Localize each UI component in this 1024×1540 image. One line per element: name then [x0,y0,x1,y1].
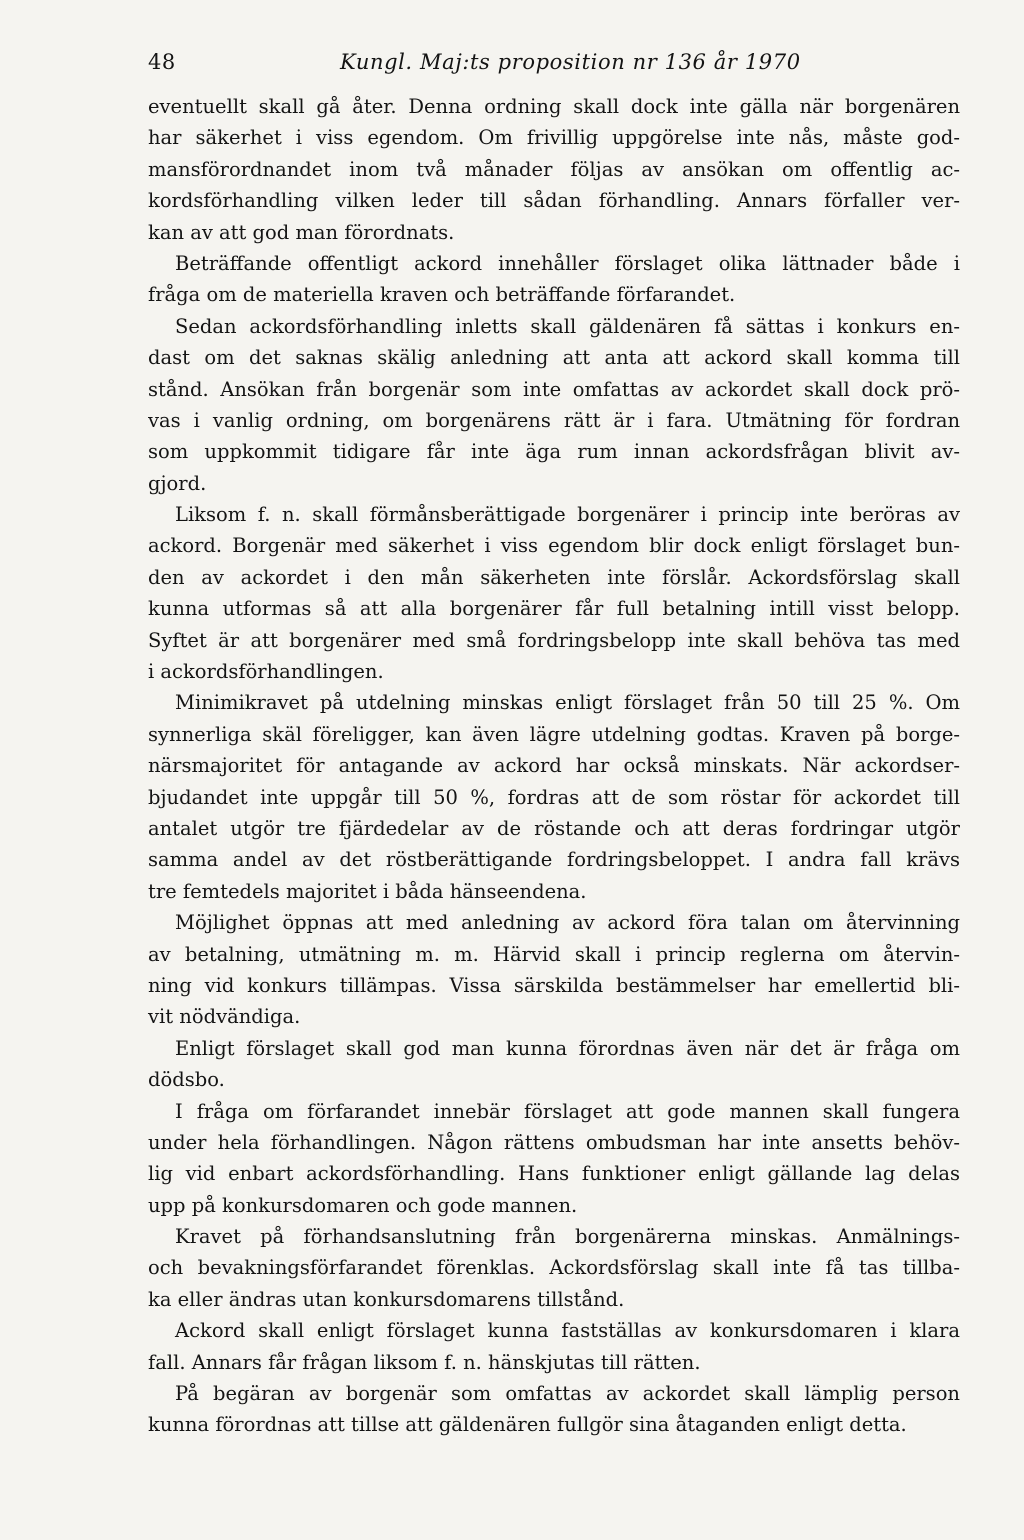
paragraph [148,907,960,1033]
text-line: kunna förordnas att tillse att gäldenären fullgör sina åtaganden enligt detta. [148,1413,907,1437]
text-line: kan av att god man förordnats. [148,220,455,244]
text-line: synnerliga skäl föreligger, kan även lägre utdelning godtas. Kraven på borge- [148,722,960,746]
text-line: fråga om de materiella kraven och beträffande förfarandet. [148,283,736,307]
running-title: Kungl. Maj:ts proposition nr 136 år 1970 [340,50,801,74]
text-line: Liksom f. n. skall förmånsberättigade borgenärer i princip inte beröras av [175,503,960,527]
paragraph [148,1033,960,1096]
text-line: tre femtedels majoritet i båda hänseendena. [148,879,587,903]
text-line: som uppkommit tidigare får inte äga rum innan ackordsfrågan blivit av- [148,440,960,464]
text-line: vit nödvändiga. [148,1005,301,1029]
text-line: lig vid enbart ackordsförhandling. Hans funktioner enligt gällande lag delas [148,1162,960,1186]
text-line: I fråga om förfarandet innebär förslaget att gode mannen skall fungera [175,1099,960,1123]
text-line: kunna utformas så att alla borgenärer får full betalning intill visst belopp. [148,597,960,621]
text-line: kordsförhandling vilken leder till sådan förhandling. Annars förfaller ver- [148,189,960,213]
text-line: dast om det saknas skälig anledning att anta att ackord skall komma till [148,346,960,370]
page-header [148,50,960,90]
text-line: Beträffande offentligt ackord innehåller förslaget olika lättnader både i [175,251,960,275]
text-line: av betalning, utmätning m. m. Härvid skall i princip reglerna om återvin- [148,942,960,966]
text-line: På begäran av borgenär som omfattas av ackordet skall lämplig person [175,1382,960,1406]
paragraph [148,499,960,687]
text-line: fall. Annars får frågan liksom f. n. hänskjutas till rätten. [148,1350,701,1374]
text-line: samma andel av det röstberättigande fordringsbeloppet. I andra fall krävs [148,848,960,872]
text-line: Syftet är att borgenärer med små fordringsbelopp inte skall behöva tas med [148,628,960,652]
text-line: Ackord skall enligt förslaget kunna fastställas av konkursdomaren i klara [175,1319,960,1343]
text-line: ackord. Borgenär med säkerhet i viss egendom blir dock enligt förslaget bun- [148,534,960,558]
text-line: gjord. [148,471,207,495]
text-line: närsmajoritet för antagande av ackord har också minskats. När ackordser- [148,754,960,778]
text-line: Möjlighet öppnas att med anledning av ackord föra talan om återvinning [175,911,960,935]
text-line: dödsbo. [148,1068,225,1092]
text-line: Minimikravet på utdelning minskas enligt förslaget från 50 till 25 %. Om [175,691,960,715]
text-line: antalet utgör tre fjärdedelar av de röstande och att deras fordringar utgör [148,816,960,840]
page-number: 48 [148,50,176,74]
text-line: mansförordnandet inom två månader följas av ansökan om offentlig ac- [148,157,960,181]
text-line: vas i vanlig ordning, om borgenärens rätt är i fara. Utmätning för fordran [148,408,960,432]
text-line: under hela förhandlingen. Någon rättens ombudsman har inte ansetts behöv- [148,1130,960,1154]
text-line: bjudandet inte uppgår till 50 %, fordras att de som röstar för ackordet till [148,785,960,809]
text-line: Enligt förslaget skall god man kunna förordnas även när det är fråga om [175,1036,960,1060]
paragraph [148,1221,960,1315]
paragraph [148,1378,960,1441]
text-line: i ackordsförhandlingen. [148,660,384,684]
text-line: eventuellt skall gå åter. Denna ordning skall dock inte gälla när borgenären [148,95,960,118]
text-line: Sedan ackordsförhandling inletts skall gäldenären få sättas i konkurs en- [175,314,960,338]
paragraph [148,687,960,907]
paragraph [148,1315,960,1378]
text-line: har säkerhet i viss egendom. Om frivillig uppgörelse inte nås, måste god- [148,126,960,150]
text-line: stånd. Ansökan från borgenär som inte omfattas av ackordet skall dock prö- [148,377,960,401]
paragraph [148,248,960,311]
body-text [148,91,960,1441]
text-line: den av ackordet i den mån säkerheten inte förslår. Ackordsförslag skall [148,565,960,589]
text-line: upp på konkursdomaren och gode mannen. [148,1193,578,1217]
text-line: Kravet på förhandsanslutning från borgenärerna minskas. Anmälnings- [175,1225,960,1249]
text-line: ning vid konkurs tillämpas. Vissa särskilda bestämmelser har emellertid bli- [148,973,960,997]
paragraph [148,91,960,248]
text-line: ka eller ändras utan konkursdomarens tillstånd. [148,1287,625,1311]
paragraph [148,1096,960,1222]
text-line: och bevakningsförfarandet förenklas. Ackordsförslag skall inte få tas tillba- [148,1256,960,1280]
paragraph [148,311,960,499]
